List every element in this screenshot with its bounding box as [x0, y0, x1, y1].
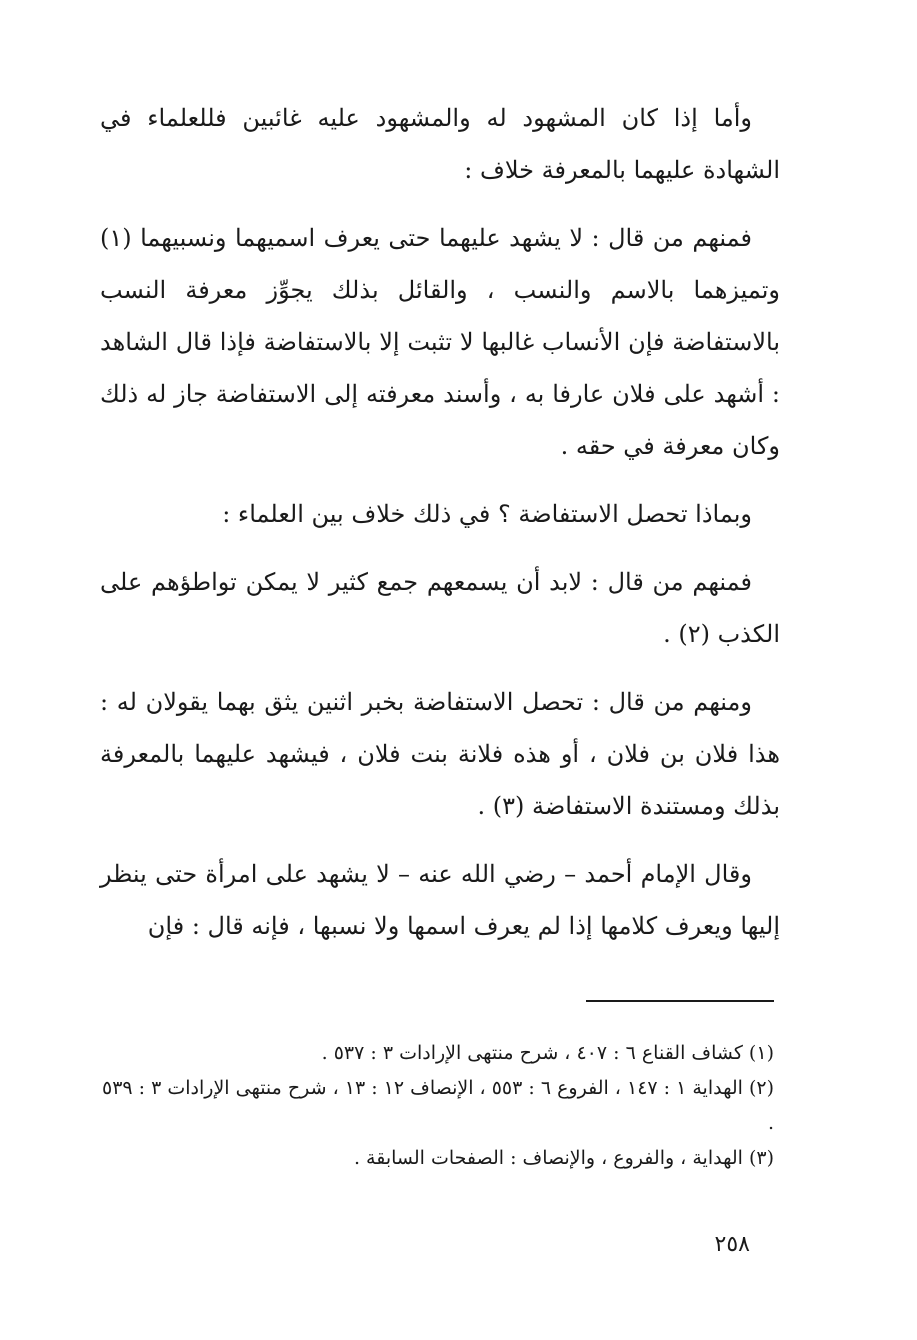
main-text — [100, 92, 780, 968]
footnote-separator — [586, 1000, 774, 1002]
paragraph-3: وبماذا تحصل الاستفاضة ؟ في ذلك خلاف بين العلماء : — [222, 500, 752, 528]
footnote-3: (٣) الهداية ، والفروع ، والإنصاف : الصفحات السابقة . — [353, 1147, 774, 1169]
paragraph-2: فمنهم من قال : لا يشهد عليهما حتى يعرف اسميهما ونسبيهما (١) وتميزهما بالاسم والنسب ، والقائل بذلك يجوِّز معرفة النسب بالاستفاضة فإن الأنساب غالبها لا تثبت إلا بالاستفاضة فإذا قال الشاهد : أشهد على فلان عارفا به ، وأسند معرفته إلى الاستفاضة جاز له ذلك وكان معرفة في حقه . — [100, 224, 781, 460]
footnote-1: (١) كشاف القناع ٦ : ٤٠٧ ، شرح منتهى الإرادات ٣ : ٥٣٧ . — [321, 1042, 774, 1064]
paragraph-1: وأما إذا كان المشهود له والمشهود عليه غائبين فللعلماء في الشهادة عليهما بالمعرفة خلاف : — [100, 104, 780, 184]
page-number: ٢٥٨ — [714, 1232, 750, 1257]
paragraph-4: فمنهم من قال : لابد أن يسمعهم جمع كثير لا يمكن تواطؤهم على الكذب (٢) . — [100, 568, 780, 648]
footnote-2: (٢) الهداية ١ : ١٤٧ ، الفروع ٦ : ٥٥٣ ، الإنصاف ١٢ : ١٣ ، شرح منتهى الإرادات ٣ : ٥٣٩ . — [102, 1077, 774, 1134]
paragraph-5: ومنهم من قال : تحصل الاستفاضة بخبر اثنين يثق بهما يقولان له : هذا فلان بن فلان ، أو هذه فلانة بنت فلان ، فيشهد عليهما بالمعرفة بذلك ومستندة الاستفاضة (٣) . — [100, 688, 780, 820]
paragraph-6: وقال الإمام أحمد – رضي الله عنه – لا يشهد على امرأة حتى ينظر إليها ويعرف كلامها إذا لم يعرف اسمها ولا نسبها ، فإنه قال : فإن — [100, 860, 780, 940]
footnotes — [100, 1036, 774, 1176]
